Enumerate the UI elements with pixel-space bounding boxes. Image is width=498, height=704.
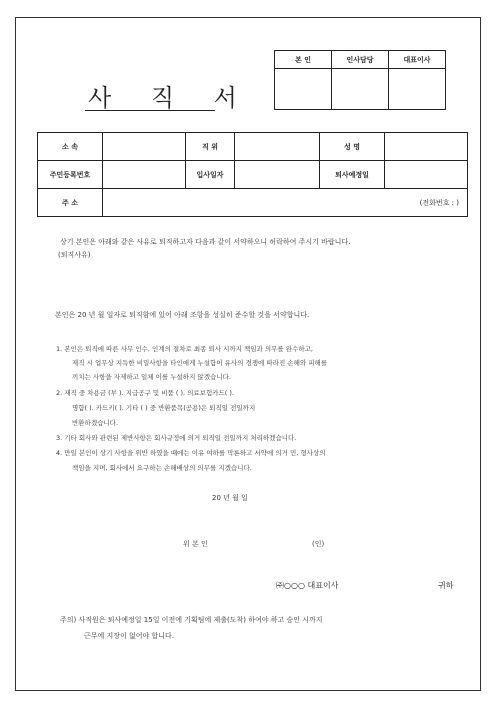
approval-sign-ceo[interactable] — [389, 69, 446, 110]
signer-label: 위 본 인 — [183, 540, 208, 548]
item-1-line2: 재직 시 업무상 지득한 비밀사항을 타인에게 누설함이 유사의 경쟁에 따라진 손해와 피해를 — [72, 359, 328, 367]
employee-info-table — [37, 132, 468, 217]
resign-date-label: 퇴사예정일 — [320, 161, 385, 189]
hire-date-field[interactable] — [235, 161, 320, 189]
resident-id-label: 주민등록번호 — [38, 161, 103, 189]
approval-box — [274, 50, 446, 110]
hire-date-label: 입사일자 — [186, 161, 235, 189]
note-line1: 주의) 사직원은 퇴사예정일 15일 이전에 기획팀에 제출(도착) 하여야 하고 승인 시까지 — [60, 616, 323, 624]
pledge-intro: 본인은 20 년 월 일자로 퇴직함에 있어 아래 조항을 성실히 준수할 것을 서약합니다. — [55, 311, 310, 319]
title-underline — [85, 110, 215, 111]
item-2-line3: 반환하겠습니다. — [72, 419, 119, 427]
document-title: 사 직 서 — [88, 84, 253, 112]
seal-label: (인) — [312, 540, 325, 548]
approval-sign-hr[interactable] — [332, 69, 389, 110]
item-1-line3: 끼치는 사항을 자제하고 일체 이를 누설하지 않겠습니다. — [72, 373, 231, 381]
item-4-line1: 4. 만일 본인이 상기 사항을 위반 하였을 때에는 이유 여하를 막론하고 서약에 의거 민, 형사상의 — [56, 449, 326, 457]
item-3: 3. 기타 회사와 관련된 제반사항은 회사규정에 의거 퇴직일 전일까지 처리하겠습니다. — [56, 434, 297, 442]
resign-date-field[interactable] — [385, 161, 468, 189]
item-1-line1: 1. 본인은 퇴직에 따른 사무 인수, 인계의 절차로 최종 퇴사 시까지 책임과 의무를 완수하고, — [56, 345, 313, 353]
resign-reason-label: (퇴직사유) — [58, 251, 91, 259]
address-field[interactable] — [103, 189, 468, 217]
item-2-line2: 명함( ). 카드키( ). 기타 ( ) 중 반환품목(공용)은 퇴직일 전일까지 — [72, 404, 256, 412]
position-field[interactable] — [235, 133, 320, 161]
addressee: ㈜○○○ 대표이사 — [276, 581, 339, 590]
name-field[interactable] — [385, 133, 468, 161]
honorific: 귀하 — [438, 581, 454, 590]
dept-label: 소 속 — [38, 133, 103, 161]
item-4-line2: 책임을 지며, 회사에서 요구하는 손해배상의 의무를 지겠습니다. — [72, 464, 252, 472]
approval-sign-self[interactable] — [275, 69, 332, 110]
statement-line1: 상기 본인은 아래와 같은 사유로 퇴직하고자 다음과 같이 서약하오니 허락하여 주시기 바랍니다. — [60, 238, 351, 246]
note-line2: 근무에 지장이 없어야 합니다. — [84, 632, 175, 640]
approval-header-self: 본 인 — [275, 51, 332, 69]
approval-header-hr: 인사담당 — [332, 51, 389, 69]
phone-text: (전화번호 : ) — [419, 198, 459, 207]
dept-field[interactable] — [103, 133, 186, 161]
position-label: 직 위 — [186, 133, 235, 161]
date-line: 20 년 월 일 — [212, 494, 248, 502]
name-label: 성 명 — [320, 133, 385, 161]
address-label: 주 소 — [38, 189, 103, 217]
approval-header-ceo: 대표이사 — [389, 51, 446, 69]
resident-id-field[interactable] — [103, 161, 186, 189]
item-2-line1: 2. 재직 중 차용금 (부 ). 지급공구 및 비품 ( ). 의료보험카드( ). — [56, 389, 234, 397]
